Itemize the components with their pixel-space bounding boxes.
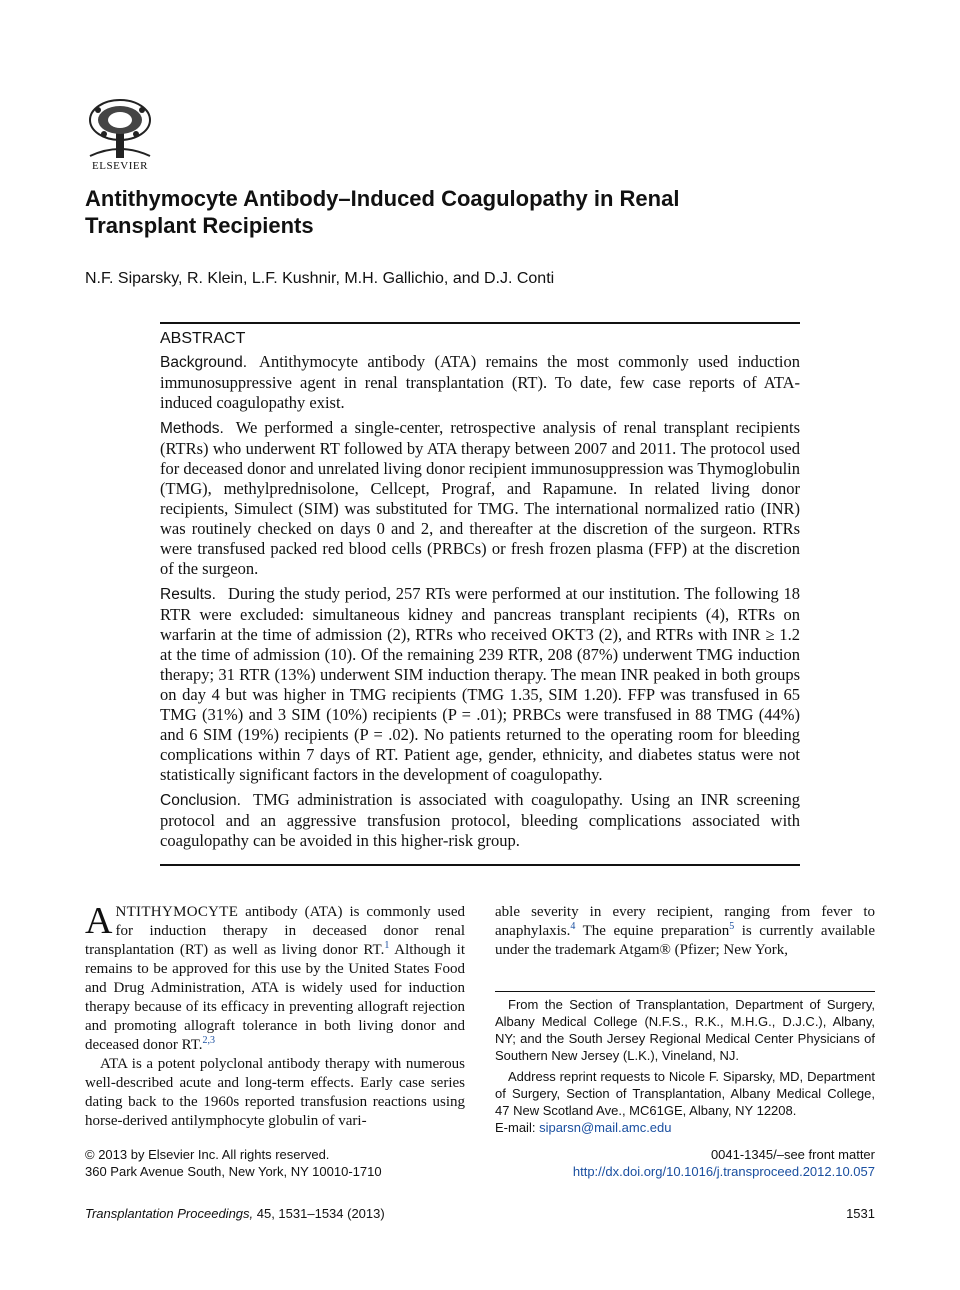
intro-text-a: antibody (ATA) is commonly used for induction therapy in deceased donor renal transplantation (RT) as well as living donor RT. (85, 904, 465, 958)
journal-citation (85, 1206, 385, 1221)
abstract-results (160, 584, 800, 785)
publisher-address: 360 Park Avenue South, New York, NY 10010-1710 (85, 1164, 382, 1179)
affiliation-footnote (495, 991, 875, 1140)
body-column-right (495, 903, 875, 960)
affiliation-from: From the Section of Transplantation, Department of Surgery, Albany Medical College (N.F.S., R.K., M.H.G., D.J.C.), Albany, NY; and the South Jersey Regional Medical Center Physicians of Southern New Jersey (L.K.), Vineland, NJ. (495, 997, 875, 1063)
abstract-label: Methods. (160, 420, 224, 437)
abstract-text: Antithymocyte antibody (ATA) remains the most commonly used induction immunosuppressive agent in renal transplantation (RT). To date, few case reports of ATA-induced coagulopathy exist. (160, 352, 800, 412)
reference-link-5[interactable]: 5 (729, 921, 735, 932)
reprint-text: Address reprint requests to Nicole F. Siparsky, MD, Department of Surgery, Section of Transplantation, Albany Medical College, 47 New Scotland Ave., MC61GE, Albany, NY 12208. (495, 1069, 875, 1118)
abstract-text: We performed a single-center, retrospective analysis of renal transplant recipients (RTRs) who underwent RT followed by ATA therapy between 2007 and 2011. The protocol used for deceased donor and unrelated living donor recipient immunosuppression was Thymoglobulin (TMG), methylprednisolone, Cellcept, Prograf, and Rapamune. In related living donor recipients, Simulect (SIM) was substituted for TMG. The international normalized ratio (INR) was routinely checked on days 0 and 2, and thereafter at the discretion of the surgeon. RTRs were transfused packed red blood cells (PRBCs) or fresh frozen plasma (FFP) at the discretion of the surgeon. (160, 418, 800, 578)
journal-ref: 45, 1531–1534 (2013) (253, 1206, 385, 1221)
abstract-label: Background. (160, 354, 248, 371)
identifier-block (573, 1146, 875, 1180)
abstract-label: Conclusion. (160, 792, 241, 809)
reference-link-2-3[interactable]: 2,3 (202, 1035, 216, 1046)
copyright-block (85, 1146, 382, 1180)
reprint-address (495, 1068, 875, 1136)
issn-line: 0041-1345/–see front matter (710, 1147, 875, 1162)
abstract-text: TMG administration is associated with coagulopathy. Using an INR screening protocol and an aggressive transfusion protocol, bleeding complications associated with coagulopathy can be avoided in this higher-risk group. (160, 790, 800, 850)
abstract-text: During the study period, 257 RTs were performed at our institution. The following 18 RTR were excluded: simultaneous kidney and pancreas transplant recipients (4), RTRs on warfarin at the time of admission (2), RTRs who received OKT3 (2), and RTRs with INR ≥ 1.2 at the time of admission (10). Of the remaining 239 RTR, 208 (87%) underwent TMG induction therapy; 31 RTR (13%) underwent SIM induction therapy. The mean INR peaked in both groups on day 4 but was higher in TMG recipients (TMG 1.35, SIM 1.20). FFP was transfused in 65 TMG (31%) and 3 SIM (10%) recipients (P = .01); PRBCs were transfused in 88 TMG (44%) and 6 SIM (19%) recipients (P = .02). No patients returned to the operating room for bleeding complications within 7 days of RT. Patient age, gender, ethnicity, and diabetes status were not statistically significant factors in the development of coagulopathy. (160, 584, 800, 784)
email-label: E-mail: (495, 1120, 536, 1135)
intro-paragraph-1 (85, 900, 465, 1055)
title-line-2: Transplant Recipients (85, 213, 314, 238)
right-text-b: The equine preparation (575, 923, 730, 939)
page-number: 1531 (846, 1206, 875, 1221)
reference-link-1[interactable]: 1 (384, 940, 390, 951)
article-title (85, 185, 785, 239)
right-text-c: is currently available under the trademark Atgam® (Pfizer; New York, (495, 923, 875, 958)
abstract-heading: ABSTRACT (160, 330, 246, 347)
publisher-name: ELSEVIER (92, 160, 148, 172)
right-column-paragraph (495, 903, 875, 960)
copyright-line: © 2013 by Elsevier Inc. All rights reserved. (85, 1147, 330, 1162)
abstract-methods (160, 418, 800, 579)
author-list: N.F. Siparsky, R. Klein, L.F. Kushnir, M.H. Gallichio, and D.J. Conti (85, 270, 555, 287)
drop-cap: A (85, 900, 113, 942)
reference-link-4[interactable]: 4 (570, 921, 576, 932)
email-link[interactable]: siparsn@mail.amc.edu (539, 1120, 672, 1135)
abstract-background (160, 352, 800, 413)
doi-link[interactable]: http://dx.doi.org/10.1016/j.transproceed.2012.10.057 (572, 1164, 875, 1179)
abstract-label: Results. (160, 586, 216, 603)
intro-caps: NTITHYMOCYTE (115, 904, 239, 920)
abstract-conclusion (160, 790, 800, 851)
journal-name: Transplantation Proceedings, (85, 1206, 254, 1221)
intro-text-b: Although it remains to be approved for this use by the United States Food and Drug Administration, ATA is widely used for induction therapy because of its efficacy in preventing allograft rejection and promoting allograft tolerance in both living donor and deceased donor RT. (85, 942, 465, 1053)
abstract-box (160, 322, 800, 866)
right-text-a: able severity in every recipient, ranging from fever to anaphylaxis. (495, 904, 875, 939)
body-column-left (85, 900, 465, 1131)
title-line-1: Antithymocyte Antibody–Induced Coagulopathy in Renal (85, 186, 680, 211)
intro-paragraph-2: ATA is a potent polyclonal antibody therapy with numerous well-described acute and long-term effects. Early case series dating back to the 1960s reported transfusion reactions using horse-derived antilymphocyte globulin of vari- (85, 1056, 465, 1129)
